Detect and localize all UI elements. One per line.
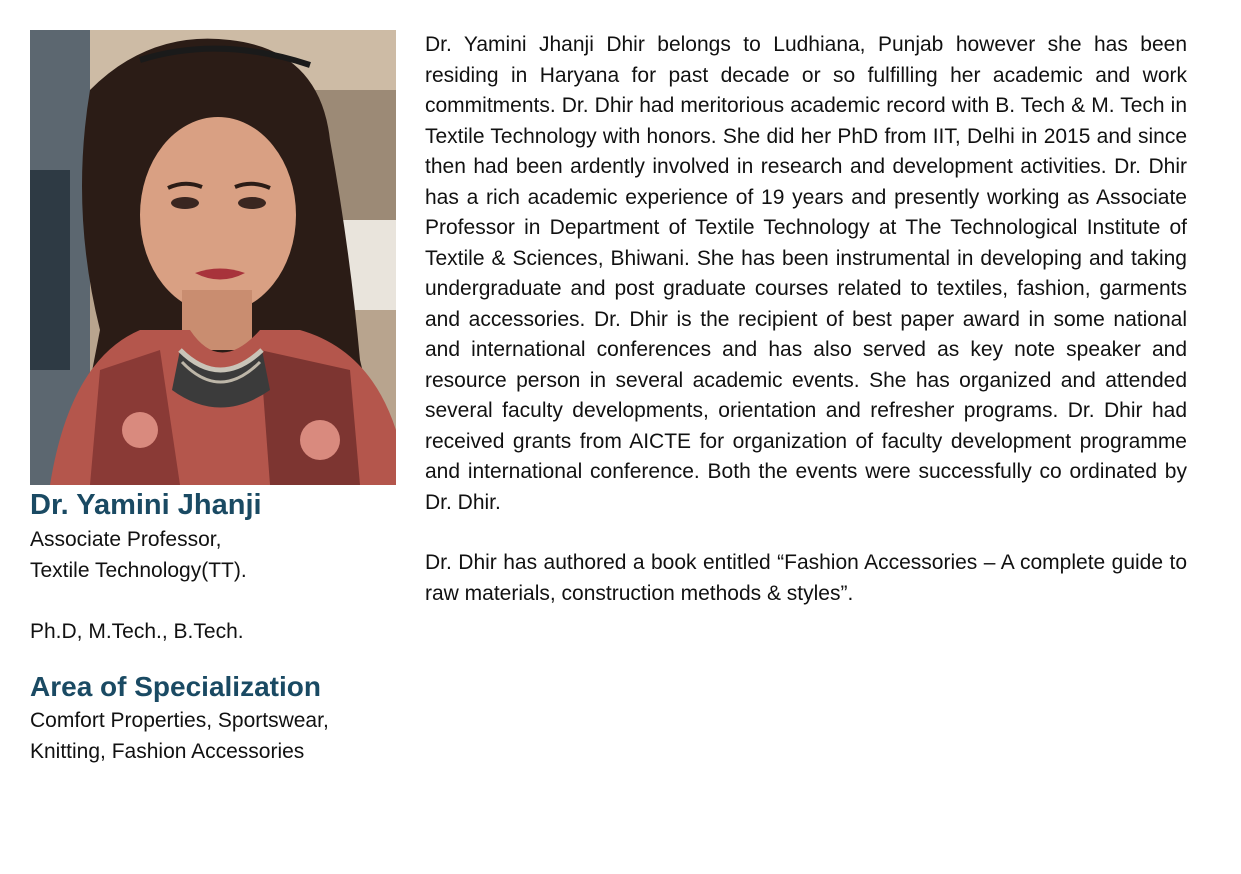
- bio-paragraph-1: Dr. Yamini Jhanji Dhir belongs to Ludhiana, Punjab however she has been residing in Haryana for past decade or so fulfilling her academic and work commitments. Dr. Dhir had meritorious academic record with B. Tech & M. Tech in Textile Technology with honors. She did her PhD from IIT, Delhi in 2015 and since then had been ardently involved in research and development activities. Dr. Dhir has a rich academic experience of 19 years and presently working as Associate Professor in Department of Textile Technology at The Technological Institute of Textile & Sciences, Bhiwani. She has been instrumental in developing and taking undergraduate and post graduate courses related to textiles, fashion, garments and accessories. Dr. Dhir is the recipient of best paper award in some national and international conferences and has also served as key note speaker and resource person in several academic events. She has organized and attended several faculty developments, orientation and refresher programs. Dr. Dhir had received grants from AICTE for organization of faculty development programme and international conference. Both the events were successfully co ordinated by Dr. Dhir.: [425, 33, 1187, 514]
- profile-summary: [30, 486, 410, 767]
- profile-name: Dr. Yamini Jhanji: [30, 489, 262, 521]
- specialization-line-1: Comfort Properties, Sportswear,: [30, 709, 329, 732]
- bio-paragraph-2: Dr. Dhir has authored a book entitled “Fashion Accessories – A complete guide to raw materials, construction methods & styles”.: [425, 551, 1187, 605]
- profile-photo: [30, 30, 396, 485]
- designation: Associate Professor,: [30, 528, 222, 551]
- department: Textile Technology(TT).: [30, 559, 247, 582]
- specialization-line-2: Knitting, Fashion Accessories: [30, 740, 305, 763]
- specialization-heading: Area of Specialization: [30, 671, 321, 702]
- degrees: Ph.D, M.Tech., B.Tech.: [30, 620, 244, 643]
- biography: [425, 30, 1187, 609]
